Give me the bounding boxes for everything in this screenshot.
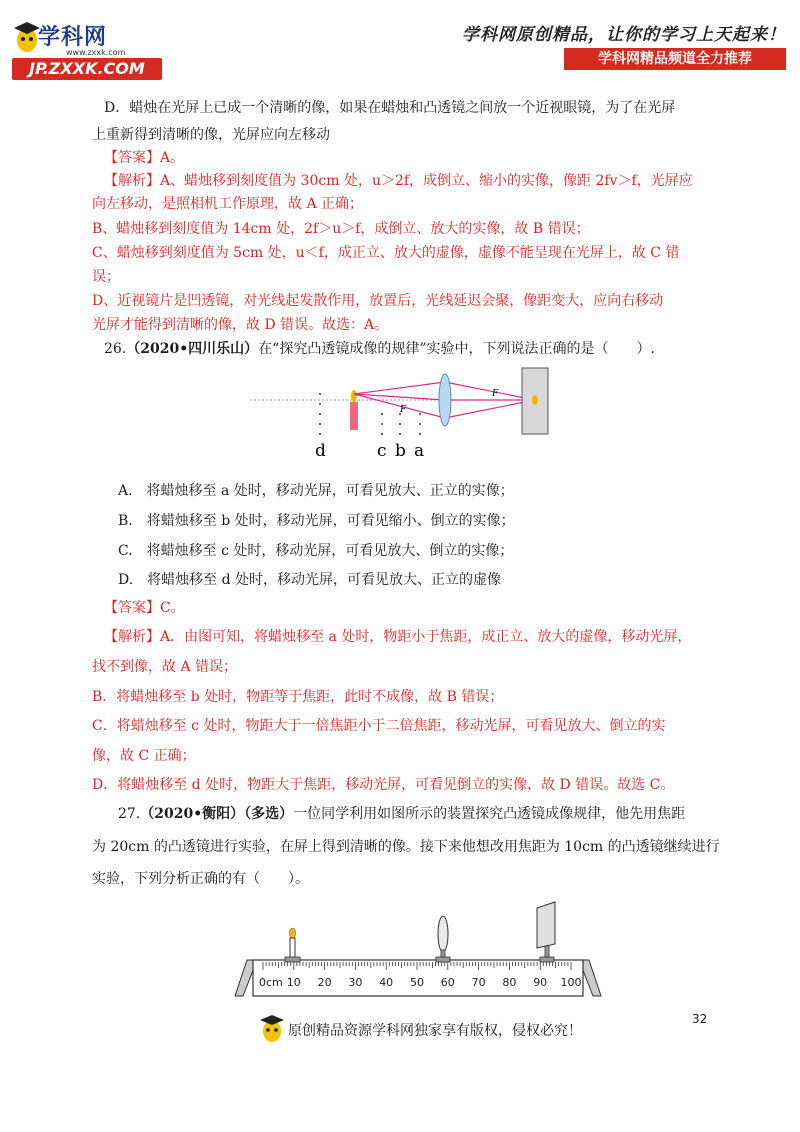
q25-analysis-4: C、蜡烛移到刻度值为 5cm 处，u＜f，成正立、放大的虚像，虚像不能呈现在光屏上，故 C 错 <box>92 245 680 261</box>
q27-optical-bench <box>233 900 603 1005</box>
page-number: 32 <box>692 1012 708 1026</box>
logo-site-url: JP.ZXXK.COM <box>12 58 162 80</box>
q25-analysis-7: 光屏才能得到清晰的像，故 D 错误。故选：A。 <box>92 317 389 333</box>
q27-number: 27. <box>118 806 141 822</box>
q26-analysis-5: 像，故 C 正确； <box>92 748 196 764</box>
q26-stem-text: 在“探究凸透镜成像的规律”实验中，下列说法正确的是（ ）. <box>258 341 655 357</box>
q26-analysis-2: 找不到像，故 A 错误； <box>92 659 238 675</box>
q26-analysis-1: 【解析】A．由图可知，将蜡烛移至 a 处时，物距小于焦距，成正立、放大的虚像，移动光屏， <box>104 629 692 645</box>
q26-answer: 【答案】C。 <box>104 600 185 616</box>
convex-lens-icon <box>439 374 451 426</box>
q25-answer: 【答案】A。 <box>104 150 185 166</box>
screen-icon <box>537 902 555 948</box>
ruler-label: 20 <box>317 976 332 989</box>
point-label-a: a <box>414 441 425 461</box>
q26-analysis-4: C．将蜡烛移至 c 处时，物距大于一倍焦距小于二倍焦距，移动光屏，可看见放大、倒立的实 <box>92 718 666 734</box>
site-logo[interactable] <box>12 18 162 76</box>
q25-analysis-6: D、近视镜片是凹透镜，对光线起发散作用，放置后，光线延迟会聚，像距变大，应向右移动 <box>92 293 664 309</box>
q26-option-c: C. 将蜡烛移至 c 处时，移动光屏，可看见放大、倒立的实像； <box>118 543 514 559</box>
q25-analysis-5: 误； <box>92 269 120 285</box>
ruler-label: 50 <box>410 976 424 989</box>
q26-stem <box>104 339 655 359</box>
q27-stem-line2: 为 20cm 的凸透镜进行实验，在屏上得到清晰的像。接下来他想改用焦距为 10cm 的凸透镜继续进行 <box>92 839 720 855</box>
ruler-label: 80 <box>502 976 517 989</box>
q26-analysis-3: B．将蜡烛移至 b 处时，物距等于焦距，此时不成像，故 B 错误； <box>92 689 504 705</box>
q26-lens-diagram <box>250 364 555 464</box>
q25-analysis-2: 向左移动，是照相机工作原理，故 A 正确； <box>92 196 364 212</box>
header-banner: 学科网精品频道全力推荐 <box>564 48 786 70</box>
q26-number: 26. <box>104 341 127 357</box>
focus-label-left: F <box>400 405 407 415</box>
q26-option-b: B. 将蜡烛移至 b 处时，移动光屏，可看见缩小、倒立的实像； <box>118 513 515 529</box>
candle-icon <box>290 938 295 958</box>
ruler-label: 60 <box>440 976 455 989</box>
flame-icon <box>351 390 357 402</box>
q27-source: （2020•衡阳）（多选） <box>140 806 294 822</box>
q26-option-d: D. 将蜡烛移至 d 处时，移动光屏，可看见放大、正立的虚像 <box>118 572 502 588</box>
focus-label-right: F <box>492 389 499 399</box>
mascot-icon <box>258 1012 286 1044</box>
q25-analysis-3: B、蜡烛移到刻度值为 14cm 处，2f＞u＞f，成倒立、放大的实像，故 B 错误； <box>92 221 590 237</box>
ruler-label: 40 <box>379 976 394 989</box>
flame-icon <box>290 928 296 938</box>
point-label-b: b <box>395 441 406 461</box>
q27-stem-line3: 实验，下列分析正确的有（ ）。 <box>92 871 309 887</box>
logo-brand: 学科网 <box>38 25 108 50</box>
point-label-c: c <box>377 441 387 461</box>
q26-analysis-6: D．将蜡烛移至 d 处时，物距大于焦距，移动光屏，可看见倒立的实像，故 D 错误。故选 C。 <box>92 777 675 793</box>
q25-option-d-line2: 上重新得到清晰的像，光屏应向左移动 <box>92 127 330 143</box>
ruler-label: 100 <box>560 976 582 989</box>
q25-analysis-1: 【解析】A、蜡烛移到刻度值为 30cm 处，u＞2f，成倒立、缩小的实像，像距 2fv＞f，光屏应 <box>104 173 693 189</box>
q26-source: （2020•四川乐山） <box>126 341 259 357</box>
q27-stem-text-1: 一位同学利用如图所示的装置探究凸透镜成像规律，他先用焦距 <box>293 806 686 822</box>
q27-stem-line1 <box>118 804 685 824</box>
candle-icon <box>350 402 358 430</box>
q25-option-d-line1: D．蜡烛在光屏上已成一个清晰的像，如果在蜡烛和凸透镜之间放一个近视眼镜，为了在光屏 <box>104 100 676 116</box>
ruler-label: 0cm <box>259 976 283 989</box>
footer-copyright: 原创精品资源学科网独家享有版权，侵权必究！ <box>288 1023 582 1039</box>
ruler-label: 90 <box>533 976 548 989</box>
header-slogan: 学科网原创精品，让你的学习上天起来！ <box>462 25 786 45</box>
ruler-label: 30 <box>348 976 363 989</box>
point-label-d: d <box>315 441 326 461</box>
q26-option-a: A. 将蜡烛移至 a 处时，移动光屏，可看见放大、正立的实像； <box>118 483 514 499</box>
ruler-label: 10 <box>286 976 301 989</box>
ruler-label: 70 <box>471 976 486 989</box>
logo-subtitle: www.zxxk.com <box>66 48 126 57</box>
convex-lens-icon <box>438 916 448 952</box>
